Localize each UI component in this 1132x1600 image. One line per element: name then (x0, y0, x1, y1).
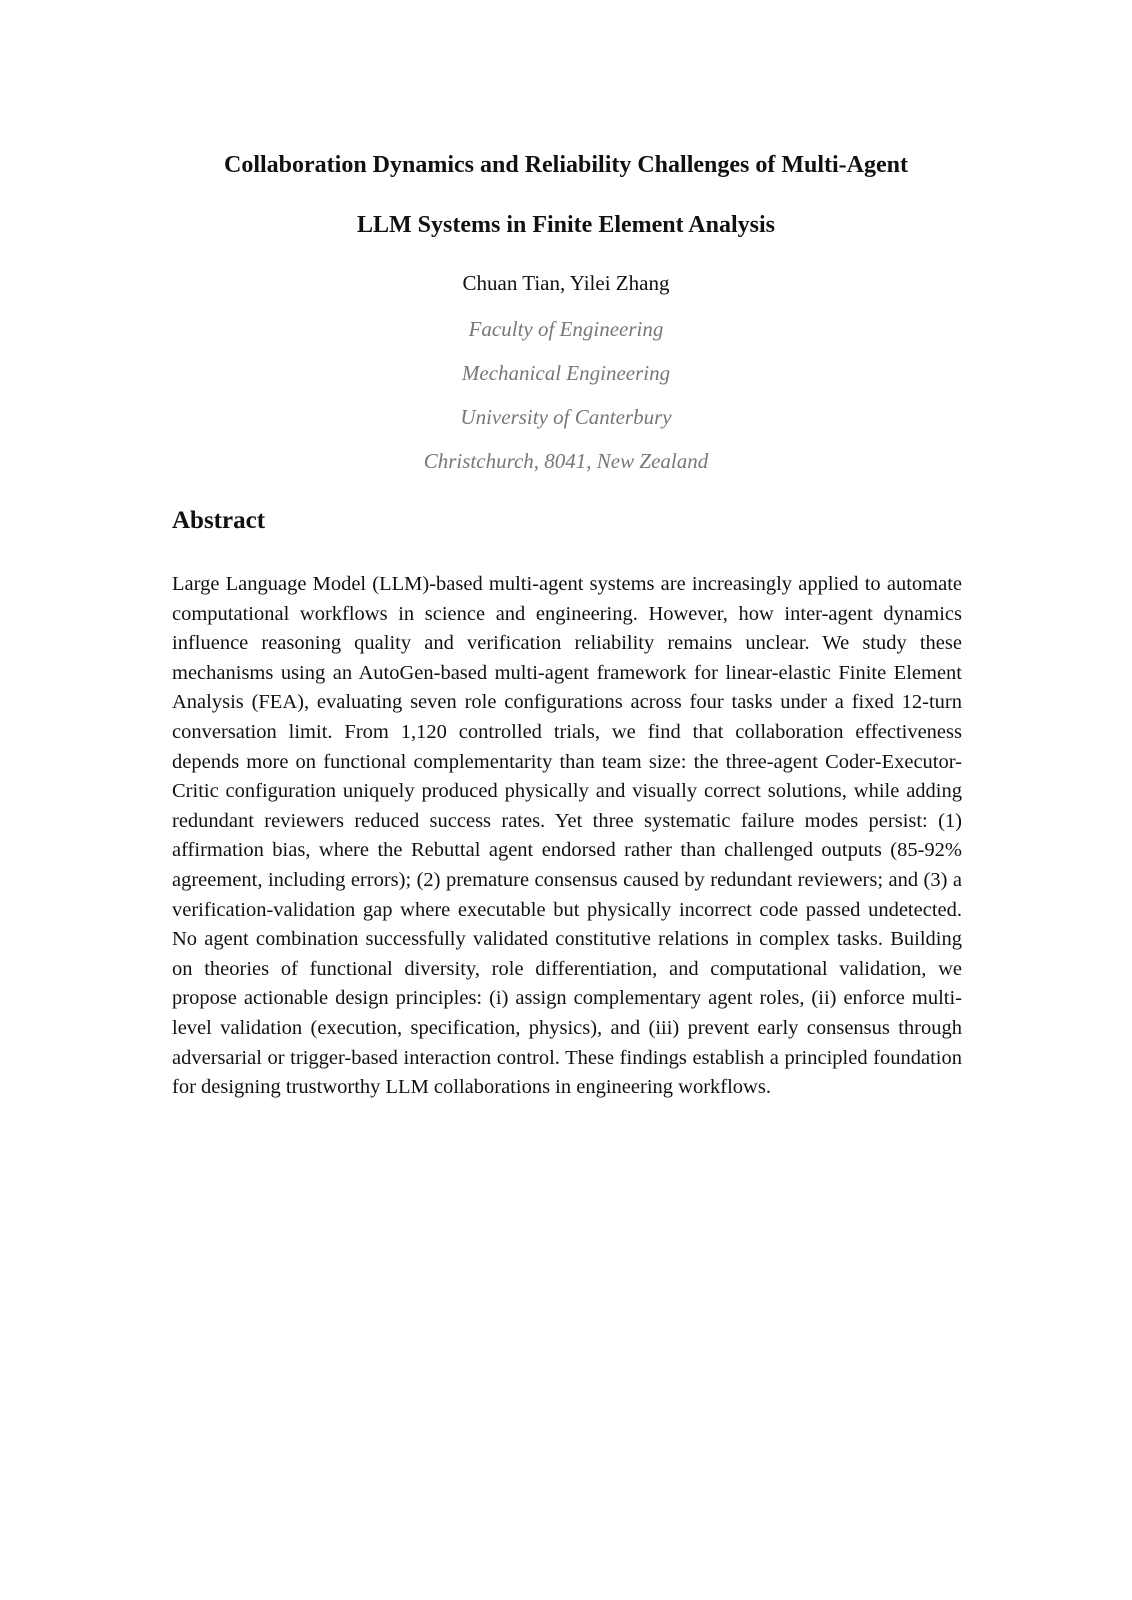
affiliation-address: Christchurch, 8041, New Zealand (423, 449, 709, 473)
paper-title-line-1: Collaboration Dynamics and Reliability Challenges of Multi-Agent (223, 152, 908, 178)
author-list: Chuan Tian, Yilei Zhang (462, 271, 670, 295)
affiliation-university: University of Canterbury (460, 405, 672, 429)
paper-title-line-2: LLM Systems in Finite Element Analysis (356, 212, 776, 238)
affiliation-department: Mechanical Engineering (461, 361, 671, 385)
abstract-body: Large Language Model (LLM)-based multi-agent systems are increasingly applied to automate computational workflows in science and engineering. However, how inter-agent dynamics influence reasoning quality and verification reliability remains unclear. We study these mechanisms using an AutoGen-based multi-agent framework for linear-elastic Finite Element Analysis (FEA), evaluating seven role configurations across four tasks under a fixed 12-turn conversation limit. From 1,120 controlled trials, we find that collaboration effectiveness depends more on functional complementarity than team size: the three-agent Coder-Executor-Critic configuration uniquely produced physically and visually correct solutions, while adding redundant reviewers reduced success rates. Yet three systematic failure modes persist: (1) affirmation bias, where the Rebuttal agent endorsed rather than challenged outputs (85-92% agreement, including errors); (2) premature consensus caused by redundant reviewers; and (3) a verification-validation gap where executable but physically incorrect code passed undetected. No agent combination successfully validated constitutive relations in complex tasks. Building on theories of functional diversity, role differentiation, and computational validation, we propose actionable design principles: (i) assign complementary agent roles, (ii) enforce multi-level validation (execution, specification, physics), and (iii) prevent early consensus through adversarial or trigger-based interaction control. These findings establish a principled foundation for designing trustworthy LLM collaborations in engineering workflows. (172, 573, 962, 1099)
abstract-heading: Abstract (172, 507, 266, 534)
affiliation-faculty: Faculty of Engineering (468, 317, 664, 341)
